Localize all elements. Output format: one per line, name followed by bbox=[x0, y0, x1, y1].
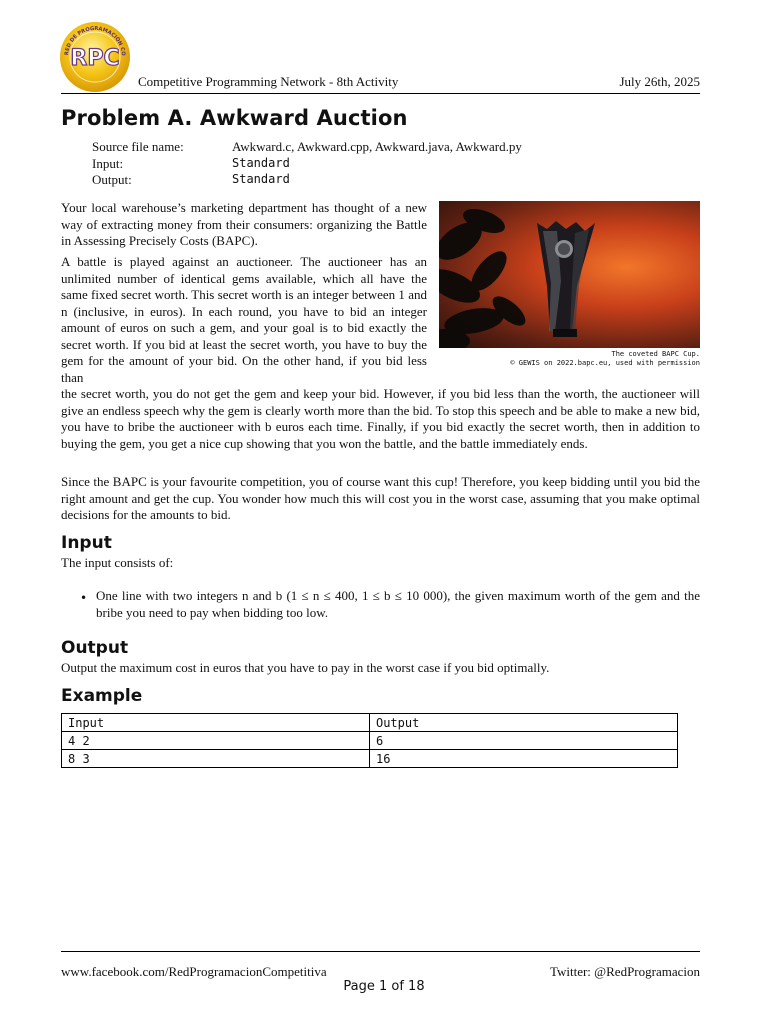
figure-credit: © GEWIS on 2022.bapc.eu, used with permission bbox=[510, 359, 700, 367]
input-heading: Input bbox=[61, 533, 112, 553]
figure-caption: The coveted BAPC Cup. bbox=[611, 350, 700, 358]
example-input-cell: 8 3 bbox=[62, 750, 370, 768]
output-text: Output the maximum cost in euros that you have to pay in the worst case if you bid optimally. bbox=[61, 660, 550, 675]
statement-paragraph-2a: A battle is played against an auctioneer. The auctioneer has an unlimited number of identical gems available, which all have the same fixed secret worth. This secret worth is an integer between 1 and n (inclusive, in euros). In each round, you have to bid an integer amount of euros on such a gem, and your goal is to bid exactly the secret worth. If you bid at least the secret worth, you have to buy the gem for the amount of your bid. On the other hand, if you bid less than bbox=[61, 254, 427, 385]
bapc-cup-photo bbox=[439, 201, 700, 348]
statement-paragraph-1: Your local warehouse’s marketing department has thought of a new way of extracting money from their consumers: organizing the Battle in Assessing Precisely Costs (BAPC). bbox=[61, 200, 427, 248]
example-output-cell: 16 bbox=[369, 750, 677, 768]
logo-text: RPC bbox=[70, 46, 120, 71]
output-heading: Output bbox=[61, 638, 129, 658]
footer-facebook-link[interactable]: www.facebook.com/RedProgramacionCompetitiva bbox=[61, 964, 327, 979]
bullet-icon: • bbox=[80, 591, 88, 605]
example-input-cell: 4 2 bbox=[62, 732, 370, 750]
table-row bbox=[62, 732, 678, 750]
source-value: Awkward.c, Awkward.cpp, Awkward.java, Awkward.py bbox=[232, 139, 522, 154]
input-value: Standard bbox=[232, 156, 290, 170]
header-divider bbox=[61, 93, 700, 94]
page-number: Page 1 of 18 bbox=[343, 979, 425, 994]
source-label: Source file name: bbox=[92, 139, 184, 154]
input-intro: The input consists of: bbox=[61, 555, 174, 570]
example-table bbox=[61, 713, 678, 768]
table-header-output: Output bbox=[369, 714, 677, 732]
input-bullet: One line with two integers n and b (1 ≤ n ≤ 400, 1 ≤ b ≤ 10 000), the given maximum worth of the gem and the bribe you need to pay when bidding too low. bbox=[96, 588, 700, 620]
header-contest-name: Competitive Programming Network - 8th Activity bbox=[138, 74, 399, 89]
statement-paragraph-2b: the secret worth, you do not get the gem and keep your bid. However, if you bid less than the worth, the auctioneer will give an endless speech why the gem is clearly worth more than the bid. To stop this speech and be able to make a new bid, you have to bribe the auctioneer with b euros each time. Finally, if you bid exactly the secret worth, then in addition to buying the gem, you get a nice cup showing that you won the battle, and the battle immediately ends. bbox=[61, 386, 700, 451]
table-header-input: Input bbox=[62, 714, 370, 732]
header-date: July 26th, 2025 bbox=[619, 74, 700, 89]
footer-divider bbox=[61, 951, 700, 952]
statement-paragraph-3: Since the BAPC is your favourite competition, you of course want this cup! Therefore, you keep bidding until you bid the right amount and get the cup. You wonder how much this will cost you in the worst case, assuming that you make optimal decisions for the amounts to bid. bbox=[61, 474, 700, 522]
output-label: Output: bbox=[92, 172, 132, 187]
input-label: Input: bbox=[92, 156, 124, 171]
rpc-logo bbox=[58, 20, 132, 94]
table-header-row bbox=[62, 714, 678, 732]
logo-ring-text: RED DE PROGRAMACIÓN CO bbox=[64, 25, 127, 57]
example-heading: Example bbox=[61, 686, 143, 706]
problem-title: Problem A. Awkward Auction bbox=[61, 106, 408, 130]
table-row bbox=[62, 750, 678, 768]
output-value: Standard bbox=[232, 172, 290, 186]
footer-twitter: Twitter: @RedProgramacion bbox=[549, 964, 700, 979]
example-output-cell: 6 bbox=[369, 732, 677, 750]
